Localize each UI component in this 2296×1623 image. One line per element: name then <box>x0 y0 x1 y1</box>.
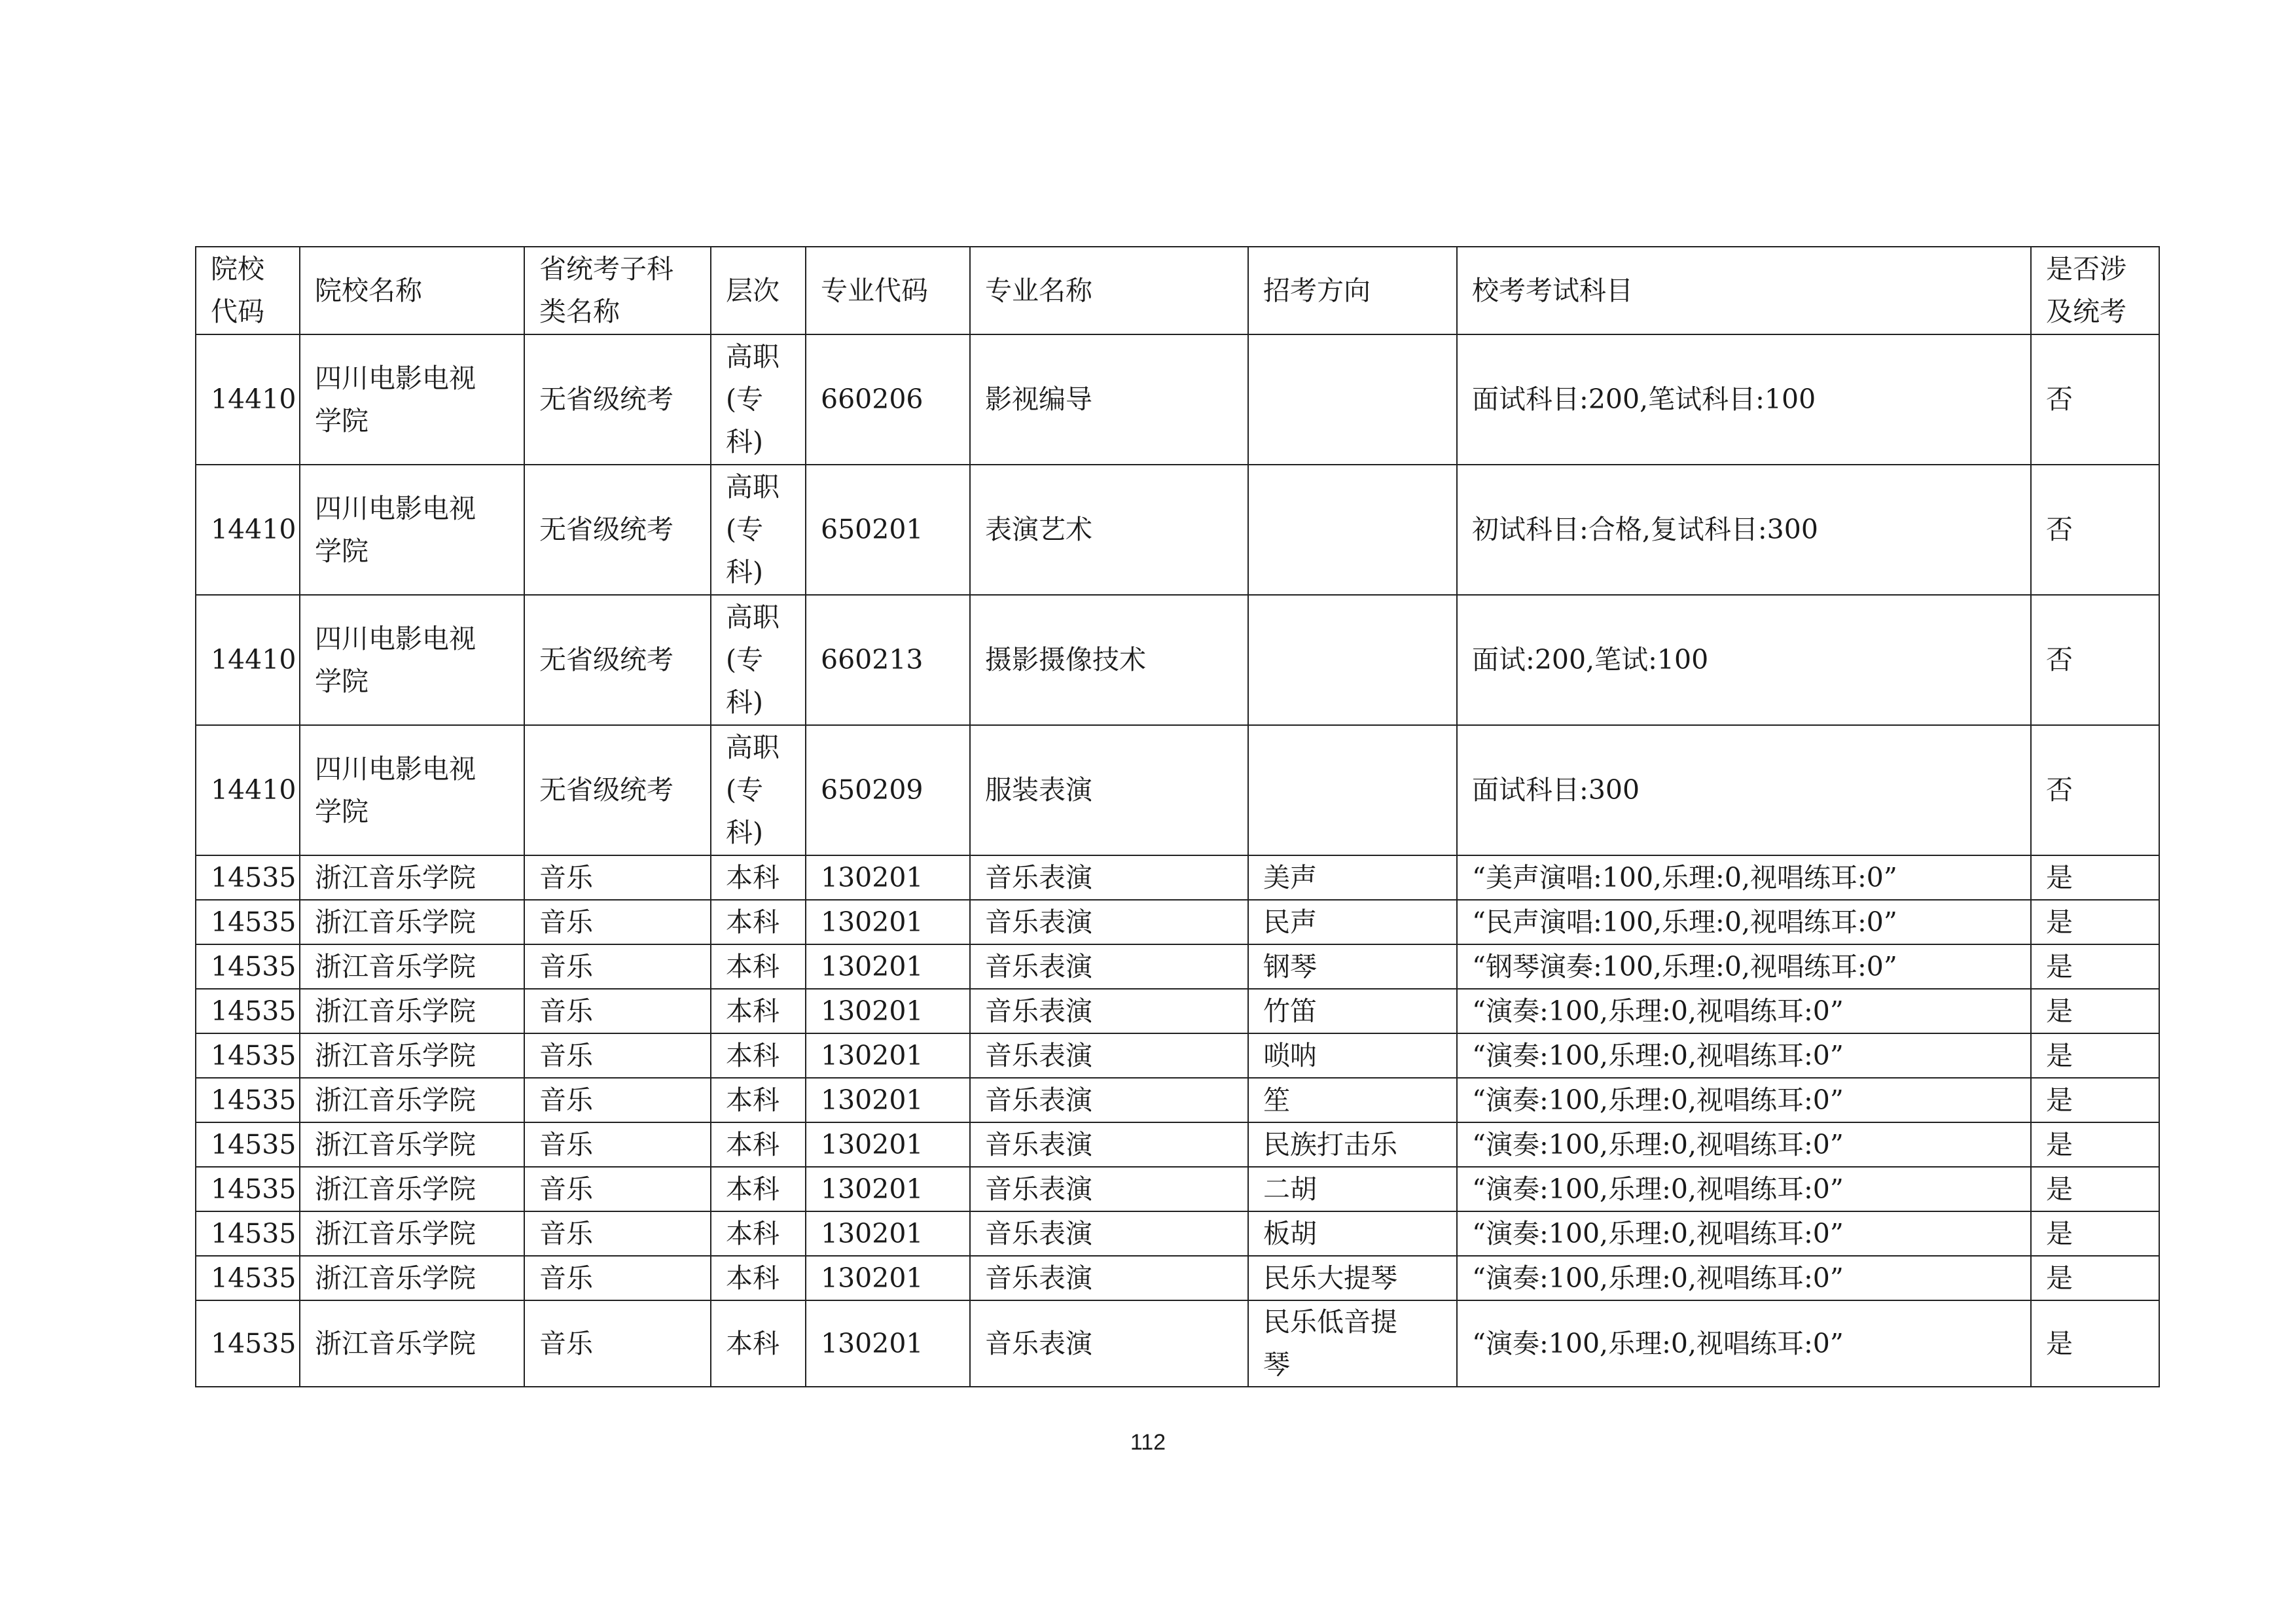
cell-level: 本科 <box>711 1167 806 1211</box>
header-subcategory: 省统考子科 类名称 <box>524 247 711 334</box>
cell-exam-subjects: 初试科目:合格,复试科目:300 <box>1457 465 2031 595</box>
cell-level: 本科 <box>711 1033 806 1078</box>
table-row <box>196 944 2159 989</box>
cell-major-code: 130201 <box>806 855 970 900</box>
header-major-name: 专业名称 <box>970 247 1248 334</box>
cell-school-code: 14535 <box>196 989 300 1033</box>
cell-major-name: 表演艺术 <box>970 465 1248 595</box>
cell-major-code: 650201 <box>806 465 970 595</box>
cell-exam-subjects: “演奏:100,乐理:0,视唱练耳:0” <box>1457 989 2031 1033</box>
table-row <box>196 1256 2159 1300</box>
cell-major-code: 130201 <box>806 1033 970 1078</box>
cell-school-name: 浙江音乐学院 <box>300 1122 524 1167</box>
table-row <box>196 334 2159 465</box>
cell-major-code: 130201 <box>806 1211 970 1256</box>
cell-level: 本科 <box>711 1300 806 1387</box>
cell-school-code: 14535 <box>196 1167 300 1211</box>
table-row <box>196 1211 2159 1256</box>
cell-subcategory: 音乐 <box>524 989 711 1033</box>
cell-school-name: 浙江音乐学院 <box>300 944 524 989</box>
cell-major-name: 音乐表演 <box>970 1211 1248 1256</box>
header-exam-subjects: 校考考试科目 <box>1457 247 2031 334</box>
cell-school-name: 浙江音乐学院 <box>300 1167 524 1211</box>
cell-school-code: 14535 <box>196 1256 300 1300</box>
cell-exam-subjects: “演奏:100,乐理:0,视唱练耳:0” <box>1457 1300 2031 1387</box>
header-school-name: 院校名称 <box>300 247 524 334</box>
cell-school-code: 14410 <box>196 725 300 855</box>
cell-unified-exam: 是 <box>2031 1167 2159 1211</box>
cell-subcategory: 音乐 <box>524 1167 711 1211</box>
table-row <box>196 1122 2159 1167</box>
cell-unified-exam: 否 <box>2031 595 2159 725</box>
cell-school-name: 浙江音乐学院 <box>300 900 524 944</box>
cell-subcategory: 无省级统考 <box>524 334 711 465</box>
cell-unified-exam: 否 <box>2031 725 2159 855</box>
page-number: 112 <box>1130 1430 1166 1455</box>
cell-major-name: 音乐表演 <box>970 1122 1248 1167</box>
cell-major-code: 130201 <box>806 944 970 989</box>
table-row <box>196 1167 2159 1211</box>
cell-school-code: 14410 <box>196 334 300 465</box>
cell-major-name: 影视编导 <box>970 334 1248 465</box>
cell-exam-subjects: “演奏:100,乐理:0,视唱练耳:0” <box>1457 1256 2031 1300</box>
cell-subcategory: 无省级统考 <box>524 465 711 595</box>
table-row <box>196 725 2159 855</box>
cell-exam-subjects: “演奏:100,乐理:0,视唱练耳:0” <box>1457 1033 2031 1078</box>
header-unified-exam: 是否涉 及统考 <box>2031 247 2159 334</box>
cell-major-name: 服装表演 <box>970 725 1248 855</box>
table-row <box>196 1033 2159 1078</box>
cell-unified-exam: 是 <box>2031 1256 2159 1300</box>
cell-direction: 民族打击乐 <box>1248 1122 1457 1167</box>
cell-subcategory: 音乐 <box>524 1033 711 1078</box>
cell-school-name: 浙江音乐学院 <box>300 1256 524 1300</box>
cell-major-code: 660213 <box>806 595 970 725</box>
cell-direction: 民声 <box>1248 900 1457 944</box>
cell-level: 本科 <box>711 1256 806 1300</box>
cell-unified-exam: 是 <box>2031 855 2159 900</box>
cell-school-code: 14535 <box>196 855 300 900</box>
cell-subcategory: 音乐 <box>524 1211 711 1256</box>
cell-major-code: 130201 <box>806 1078 970 1122</box>
cell-level: 本科 <box>711 944 806 989</box>
cell-major-code: 130201 <box>806 1256 970 1300</box>
cell-direction: 民乐大提琴 <box>1248 1256 1457 1300</box>
cell-direction <box>1248 465 1457 595</box>
cell-level: 本科 <box>711 1211 806 1256</box>
cell-subcategory: 音乐 <box>524 1122 711 1167</box>
cell-major-name: 音乐表演 <box>970 900 1248 944</box>
cell-subcategory: 音乐 <box>524 1078 711 1122</box>
cell-school-name: 四川电影电视 学院 <box>300 725 524 855</box>
cell-subcategory: 无省级统考 <box>524 595 711 725</box>
header-level: 层次 <box>711 247 806 334</box>
cell-school-name: 四川电影电视 学院 <box>300 595 524 725</box>
cell-major-code: 660206 <box>806 334 970 465</box>
cell-exam-subjects: “美声演唱:100,乐理:0,视唱练耳:0” <box>1457 855 2031 900</box>
cell-direction <box>1248 334 1457 465</box>
cell-level: 本科 <box>711 1122 806 1167</box>
table-row <box>196 595 2159 725</box>
cell-unified-exam: 是 <box>2031 1300 2159 1387</box>
table-row <box>196 1078 2159 1122</box>
header-major-code: 专业代码 <box>806 247 970 334</box>
table-row <box>196 900 2159 944</box>
cell-major-name: 音乐表演 <box>970 1167 1248 1211</box>
cell-subcategory: 音乐 <box>524 855 711 900</box>
cell-level: 本科 <box>711 855 806 900</box>
cell-subcategory: 音乐 <box>524 944 711 989</box>
cell-major-name: 音乐表演 <box>970 855 1248 900</box>
cell-school-code: 14535 <box>196 1122 300 1167</box>
cell-direction: 板胡 <box>1248 1211 1457 1256</box>
cell-major-code: 130201 <box>806 989 970 1033</box>
cell-direction <box>1248 725 1457 855</box>
cell-school-name: 浙江音乐学院 <box>300 1300 524 1387</box>
cell-exam-subjects: 面试科目:300 <box>1457 725 2031 855</box>
cell-school-code: 14535 <box>196 1078 300 1122</box>
cell-school-code: 14535 <box>196 1300 300 1387</box>
cell-exam-subjects: “演奏:100,乐理:0,视唱练耳:0” <box>1457 1122 2031 1167</box>
cell-exam-subjects: 面试科目:200,笔试科目:100 <box>1457 334 2031 465</box>
table-row <box>196 855 2159 900</box>
cell-school-name: 浙江音乐学院 <box>300 1033 524 1078</box>
cell-school-code: 14410 <box>196 465 300 595</box>
header-direction: 招考方向 <box>1248 247 1457 334</box>
cell-major-code: 130201 <box>806 900 970 944</box>
cell-unified-exam: 是 <box>2031 1211 2159 1256</box>
table-row <box>196 1300 2159 1387</box>
cell-school-code: 14535 <box>196 944 300 989</box>
cell-school-code: 14410 <box>196 595 300 725</box>
cell-unified-exam: 否 <box>2031 465 2159 595</box>
cell-major-name: 音乐表演 <box>970 989 1248 1033</box>
cell-major-code: 130201 <box>806 1300 970 1387</box>
table-header-row <box>196 247 2159 334</box>
cell-major-code: 130201 <box>806 1122 970 1167</box>
cell-major-name: 音乐表演 <box>970 944 1248 989</box>
cell-exam-subjects: “演奏:100,乐理:0,视唱练耳:0” <box>1457 1167 2031 1211</box>
cell-level: 高职 (专 科) <box>711 725 806 855</box>
table-body <box>196 247 2159 1387</box>
cell-school-name: 四川电影电视 学院 <box>300 334 524 465</box>
cell-exam-subjects: “钢琴演奏:100,乐理:0,视唱练耳:0” <box>1457 944 2031 989</box>
cell-school-name: 浙江音乐学院 <box>300 1211 524 1256</box>
cell-school-name: 浙江音乐学院 <box>300 1078 524 1122</box>
cell-unified-exam: 是 <box>2031 1122 2159 1167</box>
cell-level: 高职 (专 科) <box>711 595 806 725</box>
cell-unified-exam: 是 <box>2031 1078 2159 1122</box>
cell-direction: 竹笛 <box>1248 989 1457 1033</box>
cell-school-code: 14535 <box>196 900 300 944</box>
cell-level: 高职 (专 科) <box>711 334 806 465</box>
cell-school-name: 四川电影电视 学院 <box>300 465 524 595</box>
cell-level: 本科 <box>711 1078 806 1122</box>
cell-exam-subjects: “民声演唱:100,乐理:0,视唱练耳:0” <box>1457 900 2031 944</box>
cell-major-name: 音乐表演 <box>970 1033 1248 1078</box>
cell-level: 本科 <box>711 900 806 944</box>
cell-direction: 民乐低音提 琴 <box>1248 1300 1457 1387</box>
cell-subcategory: 音乐 <box>524 900 711 944</box>
cell-unified-exam: 是 <box>2031 944 2159 989</box>
cell-exam-subjects: “演奏:100,乐理:0,视唱练耳:0” <box>1457 1211 2031 1256</box>
cell-direction: 美声 <box>1248 855 1457 900</box>
cell-direction: 唢呐 <box>1248 1033 1457 1078</box>
cell-level: 高职 (专 科) <box>711 465 806 595</box>
cell-direction: 笙 <box>1248 1078 1457 1122</box>
cell-major-name: 音乐表演 <box>970 1256 1248 1300</box>
cell-school-code: 14535 <box>196 1211 300 1256</box>
table-row <box>196 465 2159 595</box>
cell-level: 本科 <box>711 989 806 1033</box>
table-row <box>196 989 2159 1033</box>
admissions-table <box>195 246 2160 1387</box>
cell-direction: 钢琴 <box>1248 944 1457 989</box>
cell-subcategory: 音乐 <box>524 1300 711 1387</box>
cell-unified-exam: 是 <box>2031 989 2159 1033</box>
cell-major-code: 650209 <box>806 725 970 855</box>
cell-major-code: 130201 <box>806 1167 970 1211</box>
cell-school-name: 浙江音乐学院 <box>300 989 524 1033</box>
cell-exam-subjects: “演奏:100,乐理:0,视唱练耳:0” <box>1457 1078 2031 1122</box>
cell-unified-exam: 是 <box>2031 1033 2159 1078</box>
cell-subcategory: 无省级统考 <box>524 725 711 855</box>
cell-school-name: 浙江音乐学院 <box>300 855 524 900</box>
cell-unified-exam: 是 <box>2031 900 2159 944</box>
cell-unified-exam: 否 <box>2031 334 2159 465</box>
cell-exam-subjects: 面试:200,笔试:100 <box>1457 595 2031 725</box>
cell-direction: 二胡 <box>1248 1167 1457 1211</box>
header-school-code: 院校 代码 <box>196 247 300 334</box>
cell-major-name: 摄影摄像技术 <box>970 595 1248 725</box>
cell-direction <box>1248 595 1457 725</box>
cell-subcategory: 音乐 <box>524 1256 711 1300</box>
cell-major-name: 音乐表演 <box>970 1078 1248 1122</box>
cell-school-code: 14535 <box>196 1033 300 1078</box>
cell-major-name: 音乐表演 <box>970 1300 1248 1387</box>
